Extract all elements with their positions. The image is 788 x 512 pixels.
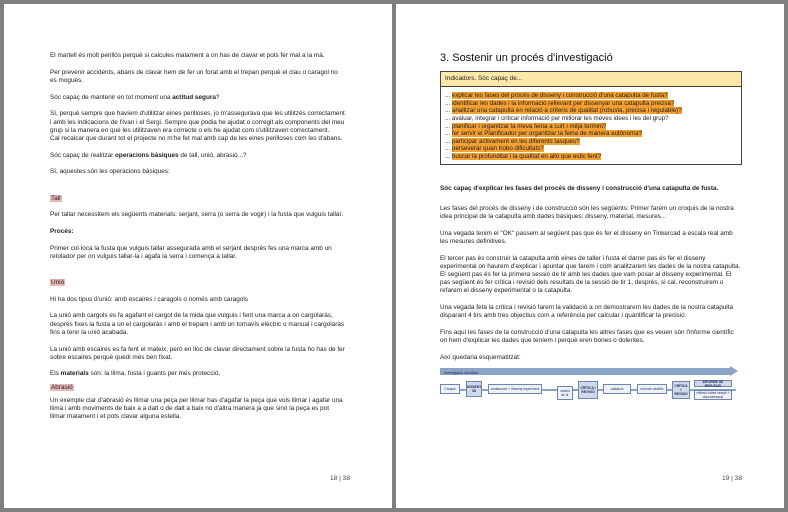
- indicator-text: analitzar una catapulta en relació a criteris de qualitat (robusta, precisa i regulable)?: [451, 107, 682, 115]
- diagram-box-disseny: DISSENY 3D: [466, 381, 482, 397]
- page-title: 3. Sostenir un procés d'investigació: [440, 52, 613, 64]
- operations-question: Sóc capaç de realitzar operacions bàsiques de tall, unió, abrasió...?: [50, 151, 247, 159]
- page-number: 18 | 38: [329, 475, 350, 482]
- process-label: Procés:: [50, 227, 74, 235]
- indicator-prefix: ...: [445, 137, 452, 145]
- indicator-item: [445, 130, 737, 138]
- indicator-text: buscar la profunditat i la qualitat en allò que estic fent?: [451, 152, 602, 160]
- safety-answer: Sí, perquè sempre que havíem d'utilitzar eines perilloses, jo m'assegurava que les utilitzés correctament i amb les indicacions de l'Ivan i el Sergi. Sempre que podia he ajudat o corregit als components del meu grup si la manera en què les utilitzaven era correcte o els he ajudat com s'utilitzaven correctament.: [50, 110, 345, 134]
- indicator-prefix: ...: [445, 107, 452, 115]
- paragraph: Una vegada tenim el "OK" passem al següent pas que és fer el disseny en Tinkercad a escala real amb les mesures definitives.: [440, 229, 733, 245]
- indicator-item: [445, 100, 737, 108]
- indicator-text: perseverar quan trobo dificultats?: [451, 145, 544, 153]
- diagram-box-critica-2: CRÍTICA I REVISIÓ: [672, 381, 690, 399]
- indicator-item: [445, 138, 737, 146]
- section-heading-abrasio: Abrasió: [51, 383, 73, 391]
- indicator-item: [445, 123, 737, 131]
- diagram-banner-label: Investigació científica: [444, 370, 479, 375]
- process-text: Primer col·loca la fusta que vulguis tallar assegurada amb el serjant després fes una marca amb un retolador per on vulguis tallar-la i agafa la serra i comença a tallar.: [50, 244, 332, 260]
- page-number: 19 | 38: [721, 475, 742, 482]
- indicator-text: participar activament en les diferents tasques?: [451, 137, 580, 145]
- paragraph: El martell és molt perillós perquè si calcules malament a on has de clavar et pots fer mal a la mà.: [50, 52, 325, 59]
- indicator-prefix: ...: [445, 122, 452, 130]
- diagram-box-croquis: Croquis: [440, 384, 460, 394]
- paragraph: Per prevenir accidents, abans de clavar hem de fer un forat amb el trepan perquè el clau o caragol no es mogués.: [50, 68, 338, 84]
- unio-p2: La unió amb escaires es fa fent el mateix, però en lloc de clavar directament sobre la fusta ho has de fer sobre escaires perquè quedi més ben fixat.: [50, 345, 345, 361]
- indicators-header: Indicadors. Sóc capaç de...: [441, 72, 741, 87]
- paragraph: El tercer pas és construir la catapulta amb eines de taller i fusta el darrer pas és fer el disseny experimental on haurem d'explicar i apuntar que farem i com analitzarem les dades de la nostra catapulta. El següent pas és fer la primera sessió de tir amb les dades que vam posar al disseny experimental. El pas següent és fer crítica i revisió dels resultats de la sessió de tir 1, després, si cal, reconstruirem o refarem el disseny experimental o la catapulta.: [440, 254, 741, 295]
- diagram-box-reflexio: INFORME DE REFLEXIÓ: [694, 380, 732, 387]
- question-heading: Sóc capaç d'explicar les fases del procés de disseny i construcció d'una catapulta de fusta.: [440, 184, 719, 192]
- paragraph: Fins aquí les fases de la construcció d'una catapulta les altres fases que es veuen són l'informe científic on hem d'explicar les dades que teníem i perquè eren bones o dolentes.: [440, 328, 734, 345]
- section-heading-tall: Tall: [51, 194, 61, 202]
- indicator-item: [445, 92, 737, 100]
- indicators-box: [440, 71, 742, 165]
- diagram-banner: [440, 368, 730, 375]
- diagram-box-construccio: construcció + disseny experiment: [488, 384, 542, 394]
- indicator-text: avaluar, integrar i criticar informació per millorar les meves idees i les del grup?: [451, 114, 669, 122]
- indicator-prefix: ...: [445, 145, 452, 153]
- indicator-prefix: ...: [445, 152, 452, 160]
- indicator-prefix: ...: [445, 114, 452, 122]
- paragraph: Una vegada feta la crítica i revisió farem la validació a on demostrarem les dades de la nostra catapulta disparant 4 tirs amb tres objectius com a referència per calcular i quantificar la precisió.: [440, 304, 734, 320]
- left-page-content: [50, 52, 346, 430]
- diagram-box-documentacio: reflexió sobre sessió + documentació: [694, 390, 732, 400]
- right-page: [396, 4, 784, 508]
- process-diagram: [440, 368, 742, 422]
- unio-intro: Hi ha dos tipus d'unió: amb escaires i caragols o només amb caragols: [50, 295, 249, 303]
- indicator-text: explicar les fases del procés de disseny i construcció d'una catapulta de fusta?: [451, 92, 668, 100]
- safety-answer-2: Cal recalcar que durant tot el projecte no m'he fet mal amb cap de les eines perilloses com les d'abans.: [50, 134, 343, 142]
- indicator-text: fer servir el Planificador per organitzar la feina de manera autònoma?: [451, 130, 643, 138]
- diagram-box-informe: informe científic: [637, 384, 667, 394]
- indicator-prefix: ...: [445, 130, 452, 138]
- indicator-item: [445, 115, 737, 123]
- paragraph: Les fases del procés de disseny i de construcció són les següents: Primer farem un croquis de la nostra idea principal de la catapulta amb dades bàsiques: disseny, material, mesures...: [440, 204, 734, 220]
- arrow-right-icon: [730, 366, 738, 376]
- indicator-text: identificar les dades i la informació rellevant per dissenyar una catapulta precisa?: [451, 99, 675, 107]
- materials-text: Els materials són: la llima, fusta i guants per més protecció.: [50, 370, 221, 378]
- diagram-box-validacio: validació: [603, 384, 631, 394]
- unio-p1: La unió amb cargols es fa agafant el cargol de la mida que vulguis i fent una marca a on cargolaràs, després fixes la fusta a un el cargolaràs i amb el trepant i amb un tornavís elèctric o manual i cargolaràs fins a tenir la unió acabada.: [50, 312, 345, 336]
- indicators-list: [441, 87, 741, 163]
- indicator-item: [445, 153, 737, 161]
- left-page: [4, 4, 392, 508]
- operations-answer: Sí, aquestes són les operacions bàsiques:: [50, 168, 170, 176]
- paragraph: Així quedaria esquematitzat:: [440, 353, 521, 361]
- indicator-item: [445, 145, 737, 153]
- right-page-content: [440, 52, 742, 422]
- diagram-box-critica-1: CRÍTICA I REVISIÓ: [578, 381, 598, 399]
- abrasio-text: Un exemple clar d'abrasió és llimar una peça per llimar has d'agafar la peça que vols llimar i agafar una llima i amb moviments de baix a a dalt o de dalt a baix no d'altra manera ja que sinó la peça es pot llimar malament i et pots clavar alguna estella.: [50, 396, 343, 421]
- diagram-box-sessio: sessió de tir: [557, 386, 573, 400]
- indicator-item: [445, 107, 737, 115]
- indicator-text: planificar i organitzar la meva feina a curt i mitjà termini?: [451, 122, 607, 130]
- indicator-prefix: ...: [445, 92, 452, 100]
- indicator-prefix: ...: [445, 99, 452, 107]
- tall-text: Per tallar necessitem els següents materials: serjant, serra (o serra de vogir) i la fusta que vulguis tallar.: [50, 211, 344, 219]
- section-heading-unio: Unió: [51, 279, 65, 287]
- safety-question: Sóc capaç de mantenir en tot moment una actitud segura?: [50, 93, 220, 101]
